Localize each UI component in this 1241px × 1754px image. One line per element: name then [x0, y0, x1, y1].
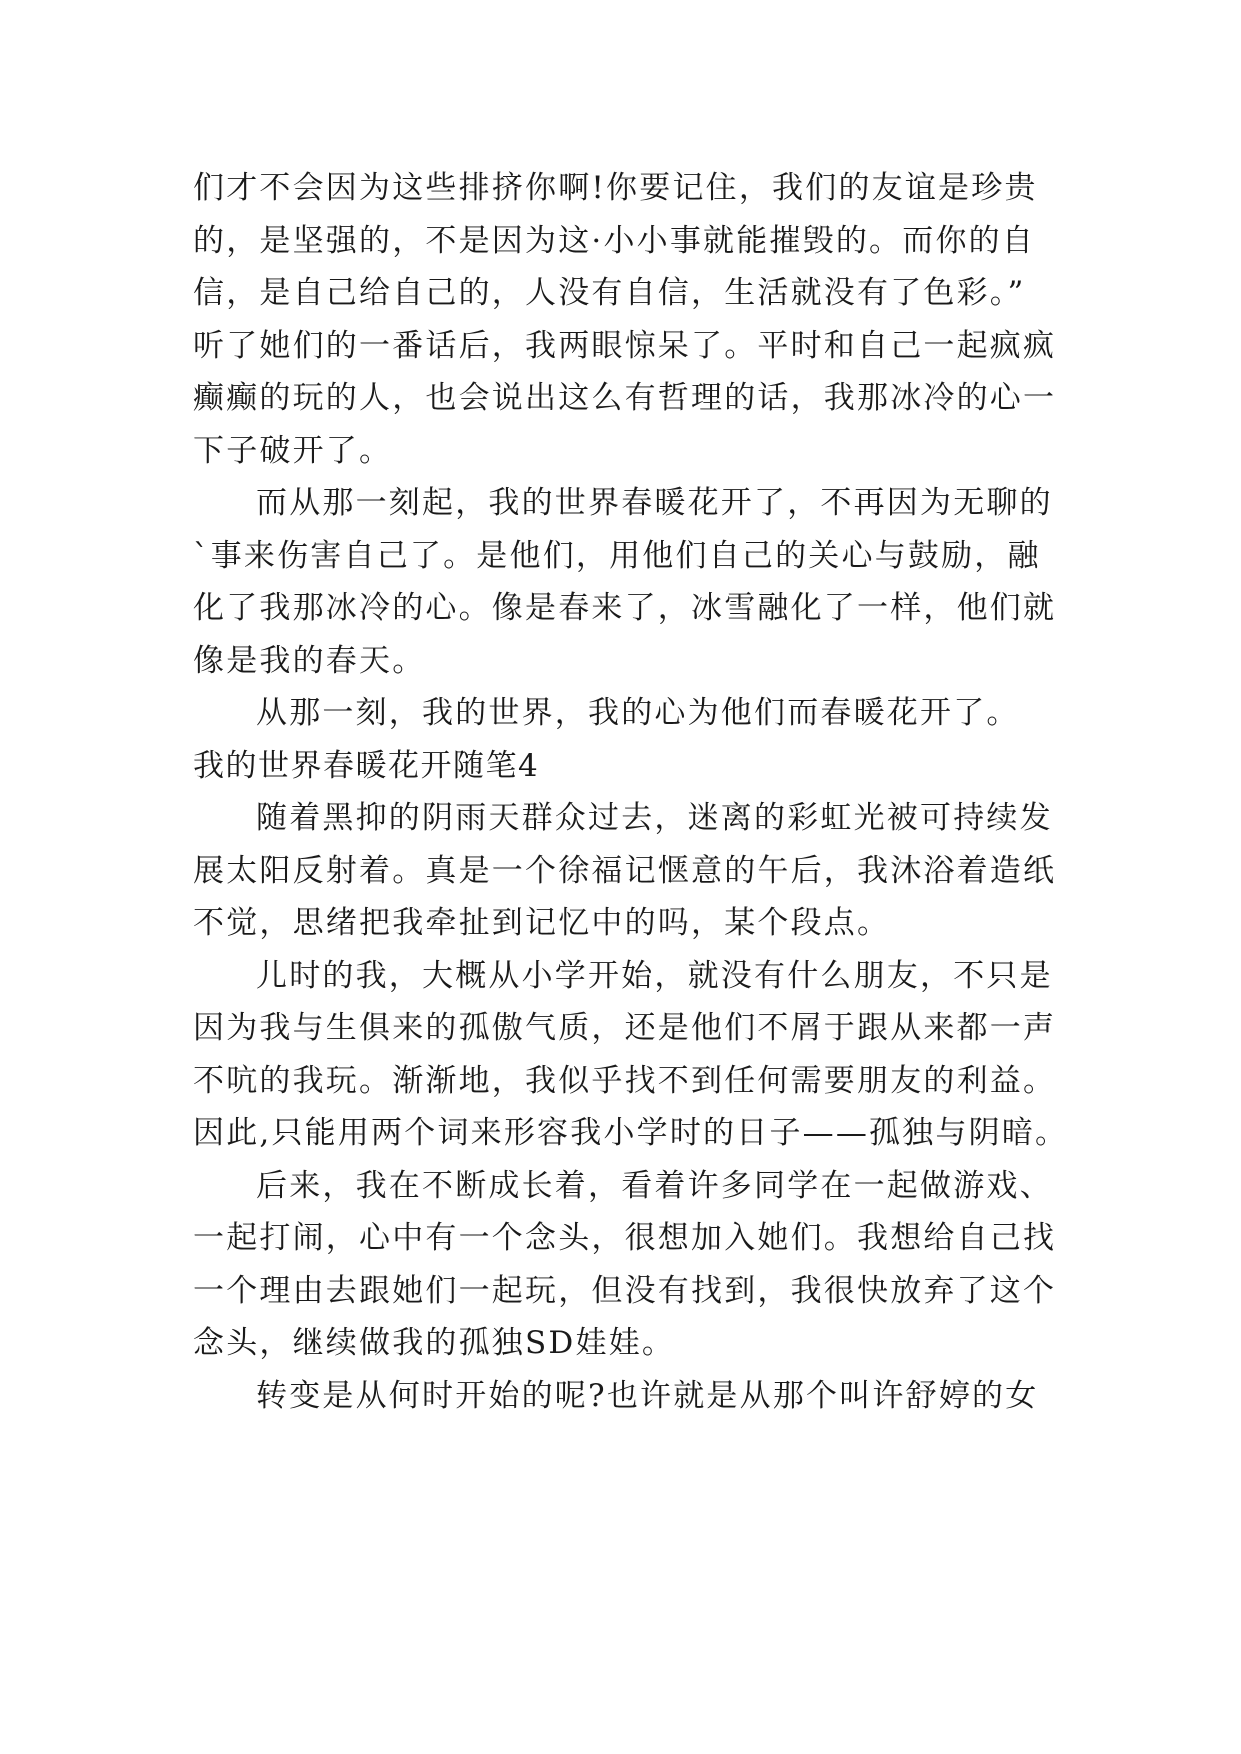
document-body [193, 162, 1069, 1422]
section-heading: 我的世界春暖花开随笔4 [193, 747, 540, 784]
text-line: 信，是自己给自己的，人没有自信，生活就没有了色彩。” [193, 275, 1026, 311]
text-line: 因此,只能用两个词来形容我小学时的日子——孤独与阴暗。 [193, 1115, 1069, 1151]
text-line: 转变是从何时开始的呢?也许就是从那个叫许舒婷的女 [256, 1377, 1039, 1414]
text-line: 不吭的我玩。渐渐地，我似乎找不到任何需要朋友的利益。 [193, 1062, 1057, 1099]
text-line: 一个理由去跟她们一起玩，但没有找到，我很快放弃了这个 [193, 1272, 1057, 1309]
text-line: 因为我与生俱来的孤傲气质，还是他们不屑于跟从来都一声 [193, 1010, 1057, 1046]
text-line: `事来伤害自己了。是他们，用他们自己的关心与鼓励，融 [193, 537, 1041, 574]
text-line: 像是我的春天。 [193, 642, 426, 679]
text-line: 不觉，思绪把我牵扯到记忆中的吗，某个段点。 [193, 905, 891, 941]
text-line: 儿时的我，大概从小学开始，就没有什么朋友，不只是 [256, 957, 1053, 994]
text-line: 随着黑抑的阴雨天群众过去，迷离的彩虹光被可持续发 [256, 800, 1053, 836]
text-line: 的，是坚强的，不是因为这·小小事就能摧毁的。而你的自 [193, 222, 1036, 259]
text-line: 下子破开了。 [193, 432, 393, 469]
text-line: 后来，我在不断成长着，看着许多同学在一起做游戏、 [256, 1167, 1053, 1204]
text-line: 听了她们的一番话后，我两眼惊呆了。平时和自己一起疯疯 [193, 327, 1057, 364]
text-line: 们才不会因为这些排挤你啊!你要记住，我们的友谊是珍贵 [193, 170, 1038, 206]
text-line: 一起打闹，心中有一个念头，很想加入她们。我想给自己找 [193, 1220, 1057, 1256]
text-line: 念头，继续做我的孤独SD娃娃。 [193, 1325, 676, 1361]
text-line: 展太阳反射着。真是一个徐福记惬意的午后，我沐浴着造纸 [193, 852, 1057, 889]
text-line: 从那一刻，我的世界，我的心为他们而春暖花开了。 [256, 695, 1020, 731]
text-line: 癫癫的玩的人，也会说出这么有哲理的话，我那冰冷的心一 [193, 380, 1057, 416]
text-line: 而从那一刻起，我的世界春暖花开了，不再因为无聊的 [256, 485, 1053, 521]
text-line: 化了我那冰冷的心。像是春来了，冰雪融化了一样，他们就 [193, 590, 1057, 626]
